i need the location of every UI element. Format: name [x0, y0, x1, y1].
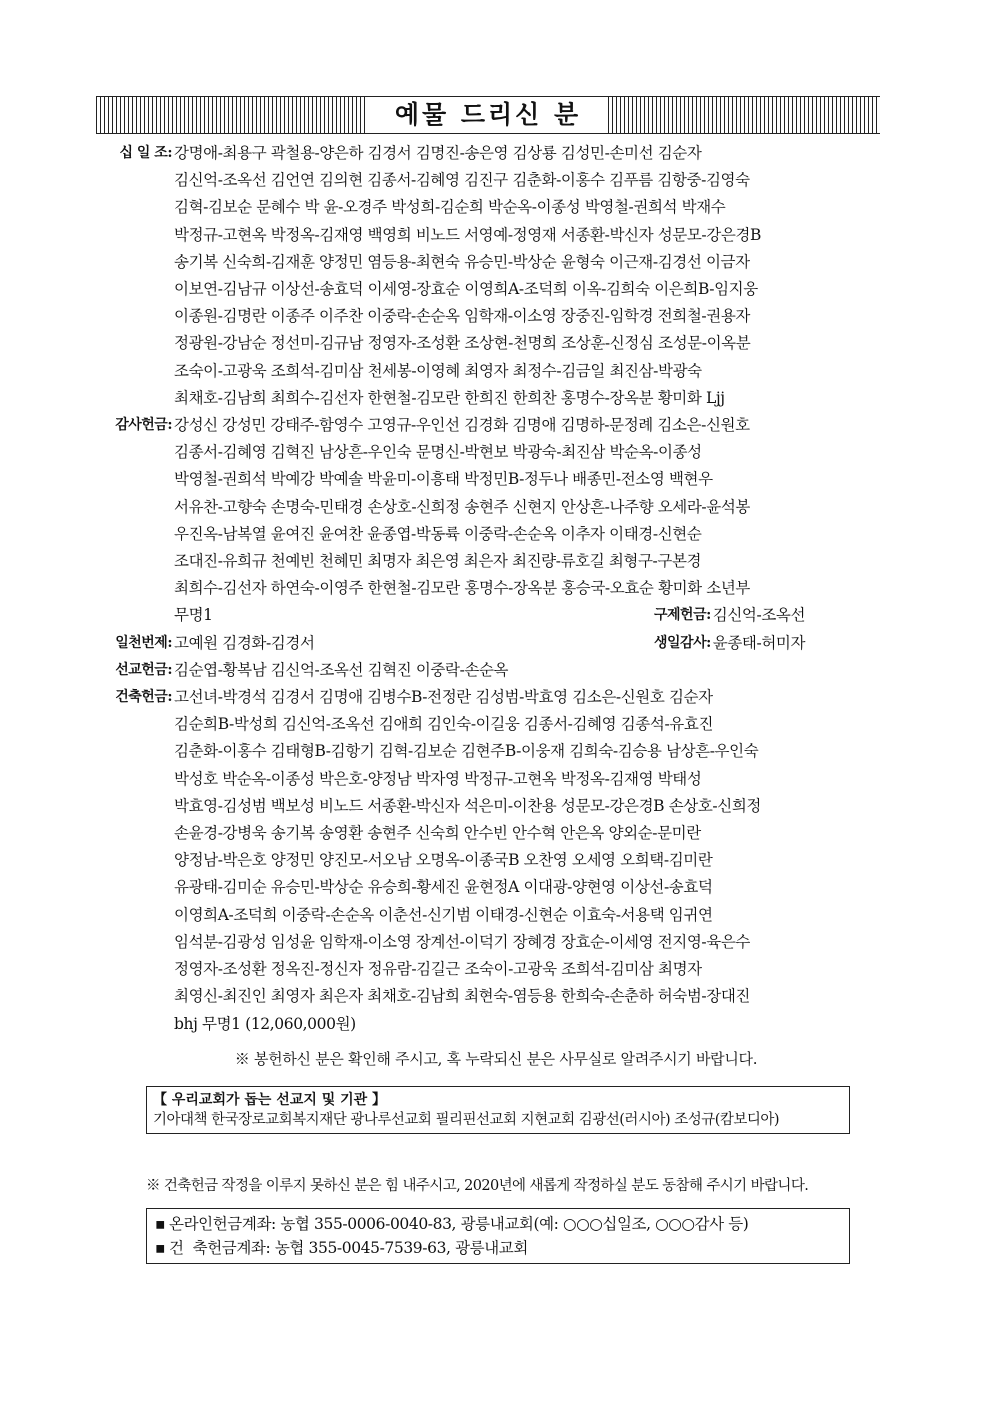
relief-names: 김신억-조옥선 [712, 606, 806, 625]
pair-row [174, 630, 884, 657]
online-account-line [155, 1212, 841, 1236]
section-label: 건축헌금: [115, 689, 172, 706]
birthday-label: 생일감사: [654, 634, 711, 651]
section-label: 감사헌금: [115, 417, 172, 434]
name-line: 최영신-최진인 최영자 최은자 최채호-김남희 최현숙-염등용 한희숙-손춘하 허숙범-장대진 [174, 987, 750, 1006]
section-building [104, 684, 884, 1038]
page-title: 예물 드리신 분 [368, 97, 608, 133]
bullet-icon: ▪ [155, 1215, 166, 1233]
name-line: 강명애-최용구 곽철용-양은하 김경서 김명진-송은영 김상룡 김성민-손미선 김순자 [174, 144, 702, 162]
name-line: 송기복 신숙희-김재훈 양정민 염등용-최현숙 유승민-박상순 윤형숙 이근재-김경선 이금자 [174, 252, 750, 271]
name-line: 양정남-박은호 양정민 양진모-서오남 오명옥-이종국B 오찬영 오세영 오희택-김미란 [174, 851, 713, 870]
name-line: 김순희B-박성희 김신억-조옥선 김애희 김인숙-이길웅 김종서-김혜영 김종석-유효진 [174, 715, 714, 734]
name-line: 이보연-김남규 이상선-송효덕 이세영-장효순 이영희A-조덕희 이옥-김희숙 이은희B-임지웅 [174, 280, 758, 299]
section-label: 일천번제: [115, 634, 172, 651]
name-line: 김순엽-황복남 김신억-조옥선 김혁진 이중락-손순옥 [174, 660, 509, 679]
section-label: 십 일 조: [119, 145, 172, 161]
name-line: 정영자-조성환 정옥진-정신자 정유람-김길근 조숙이-고광욱 조희석-김미삼 최명자 [174, 960, 702, 979]
thousand-offering-names: 고예원 김경화-김경서 [174, 633, 315, 652]
mission-title: 【 우리교회가 돕는 선교지 및 기관 】 [153, 1092, 387, 1108]
section-lines [172, 657, 884, 684]
name-line: 조대진-유희규 천예빈 천혜민 최명자 최은영 최은자 최진량-류호길 최형구-구본경 [174, 552, 702, 571]
section-lines [172, 630, 884, 657]
name-line: 최채호-김남희 최희수-김선자 한현철-김모란 한희진 한희찬 홍명수-장옥분 황미화 Ljj [174, 388, 725, 407]
name-line: 손윤경-강병욱 송기복 송영환 송현주 신숙희 안수빈 안수혁 안은옥 양외순-문미란 [174, 824, 701, 843]
birthday-thanks [654, 630, 884, 657]
name-line: 강성신 강성민 강태주-함영수 고영규-우인선 김경화 김명애 김명하-문정례 김소은-신원호 [174, 416, 750, 435]
name-line: 조숙이-고광욱 조희석-김미삼 천세봉-이영혜 최영자 최정수-김금일 최진삼-박광숙 [174, 361, 702, 380]
name-line: 박영철-권희석 박예강 박예솔 박윤미-이흥태 박정민B-정두나 배종민-전소영 백현우 [174, 470, 713, 489]
name-line: 김혁-김보순 문혜수 박 윤-오경주 박성희-김순희 박순옥-이종성 박영철-권희석 박재수 [174, 198, 726, 217]
section-label: 선교헌금: [115, 661, 172, 678]
section-mission [104, 657, 884, 684]
name-line: 최희수-김선자 하연숙-이영주 한현철-김모란 홍명수-장옥분 홍승국-오효순 황미화 소년부 [174, 579, 750, 598]
section-pair-row [104, 630, 884, 657]
name-line: 고선녀-박경석 김경서 김명애 김병수B-전정란 김성범-박효영 김소은-신원호 김순자 [174, 688, 713, 707]
name-line: 정광원-강남순 정선미-김규남 정영자-조성환 조상현-천명희 조상훈-신정심 조성문-이옥분 [174, 334, 751, 353]
name-line: 임석분-김광성 임성윤 임학재-이소영 장계선-이덕기 장혜경 장효순-이세영 전지영-육은수 [174, 932, 750, 951]
section-tithe [104, 140, 884, 412]
section-thanksgiving [104, 412, 884, 630]
name-line: 박정규-고현옥 박정옥-김재영 백영희 비노드 서영예-정영재 서종환-박신자 성문모-강은경B [174, 225, 761, 244]
account-box [146, 1208, 850, 1264]
name-line: bhj 무명1 (12,060,000원) [174, 1014, 356, 1033]
building-notice: ※ 건축헌금 작정을 이루지 못하신 분은 힘 내주시고, 2020년에 새롭게 작정하실 분도 동참해 주시기 바랍니다. [146, 1178, 809, 1194]
name-line: 우진옥-남복열 윤여진 윤여찬 윤종엽-박동륙 이중락-손순옥 이추자 이태경-신현순 [174, 524, 702, 543]
name-line: 이종원-김명란 이종주 이주찬 이중락-손순옥 임학재-이소영 장중진-임학경 전희철-권용자 [174, 307, 750, 326]
title-hatch-right [608, 97, 880, 133]
title-bar [96, 96, 880, 134]
name-line: 유광태-김미순 유승민-박상순 유승희-황세진 윤현정A 이대광-양현영 이상선-송효덕 [174, 878, 713, 897]
mission-list: 기아대책 한국장로교회복지재단 광나루선교회 필리핀선교회 지현교회 김광선(러시아) 조성규(캄보디아) [153, 1112, 780, 1128]
name-line: 무명1 [174, 606, 213, 625]
online-account-text: 온라인헌금계좌: 농협 355-0006-0040-83, 광릉내교회(예: ○○○십일조, ○○○감사 등) [169, 1215, 749, 1233]
building-account-text: 건 축헌금계좌: 농협 355-0045-7539-63, 광릉내교회 [169, 1239, 528, 1257]
relief-label: 구제헌금: [654, 607, 711, 624]
name-line: 김춘화-이홍수 김태형B-김항기 김혁-김보순 김현주B-이웅재 김희숙-김승용 남상흔-우인숙 [174, 742, 759, 761]
name-line: 이영희A-조덕희 이중락-손순옥 이춘선-신기범 이태경-신현순 이효숙-서용택 임귀연 [174, 905, 713, 924]
section-lines [172, 684, 884, 1038]
name-line: 김신억-조옥선 김언연 김의현 김종서-김혜영 김진구 김춘화-이홍수 김푸름 김항중-김영숙 [174, 171, 750, 190]
birthday-names: 윤종태-허미자 [712, 633, 806, 652]
mission-box [146, 1086, 850, 1134]
name-line: 김종서-김혜영 김혁진 남상흔-우인숙 문명신-박현보 박광숙-최진삼 박순옥-이종성 [174, 443, 702, 462]
last-line-with-relief [174, 602, 884, 629]
name-line: 박성호 박순옥-이종성 박은호-양정남 박자영 박정규-고현옥 박정옥-김재영 박태성 [174, 769, 702, 788]
bullet-icon: ▪ [155, 1239, 166, 1257]
section-lines [172, 140, 884, 412]
name-line: 서유찬-고향숙 손명숙-민태경 손상호-신희정 송현주 신현지 안상흔-나주향 오세라-윤석봉 [174, 497, 750, 516]
name-line: 박효영-김성범 백보성 비노드 서종환-박신자 석은미-이찬용 성문모-강은경B 손상호-신희정 [174, 796, 761, 815]
building-account-line [155, 1236, 841, 1260]
title-hatch-left [96, 97, 368, 133]
relief-offering [654, 602, 884, 629]
offering-sections [104, 140, 884, 1038]
confirmation-notice: ※ 봉헌하신 분은 확인해 주시고, 혹 누락되신 분은 사무실로 알려주시기 바랍니다. [234, 1050, 758, 1068]
section-lines [172, 412, 884, 630]
